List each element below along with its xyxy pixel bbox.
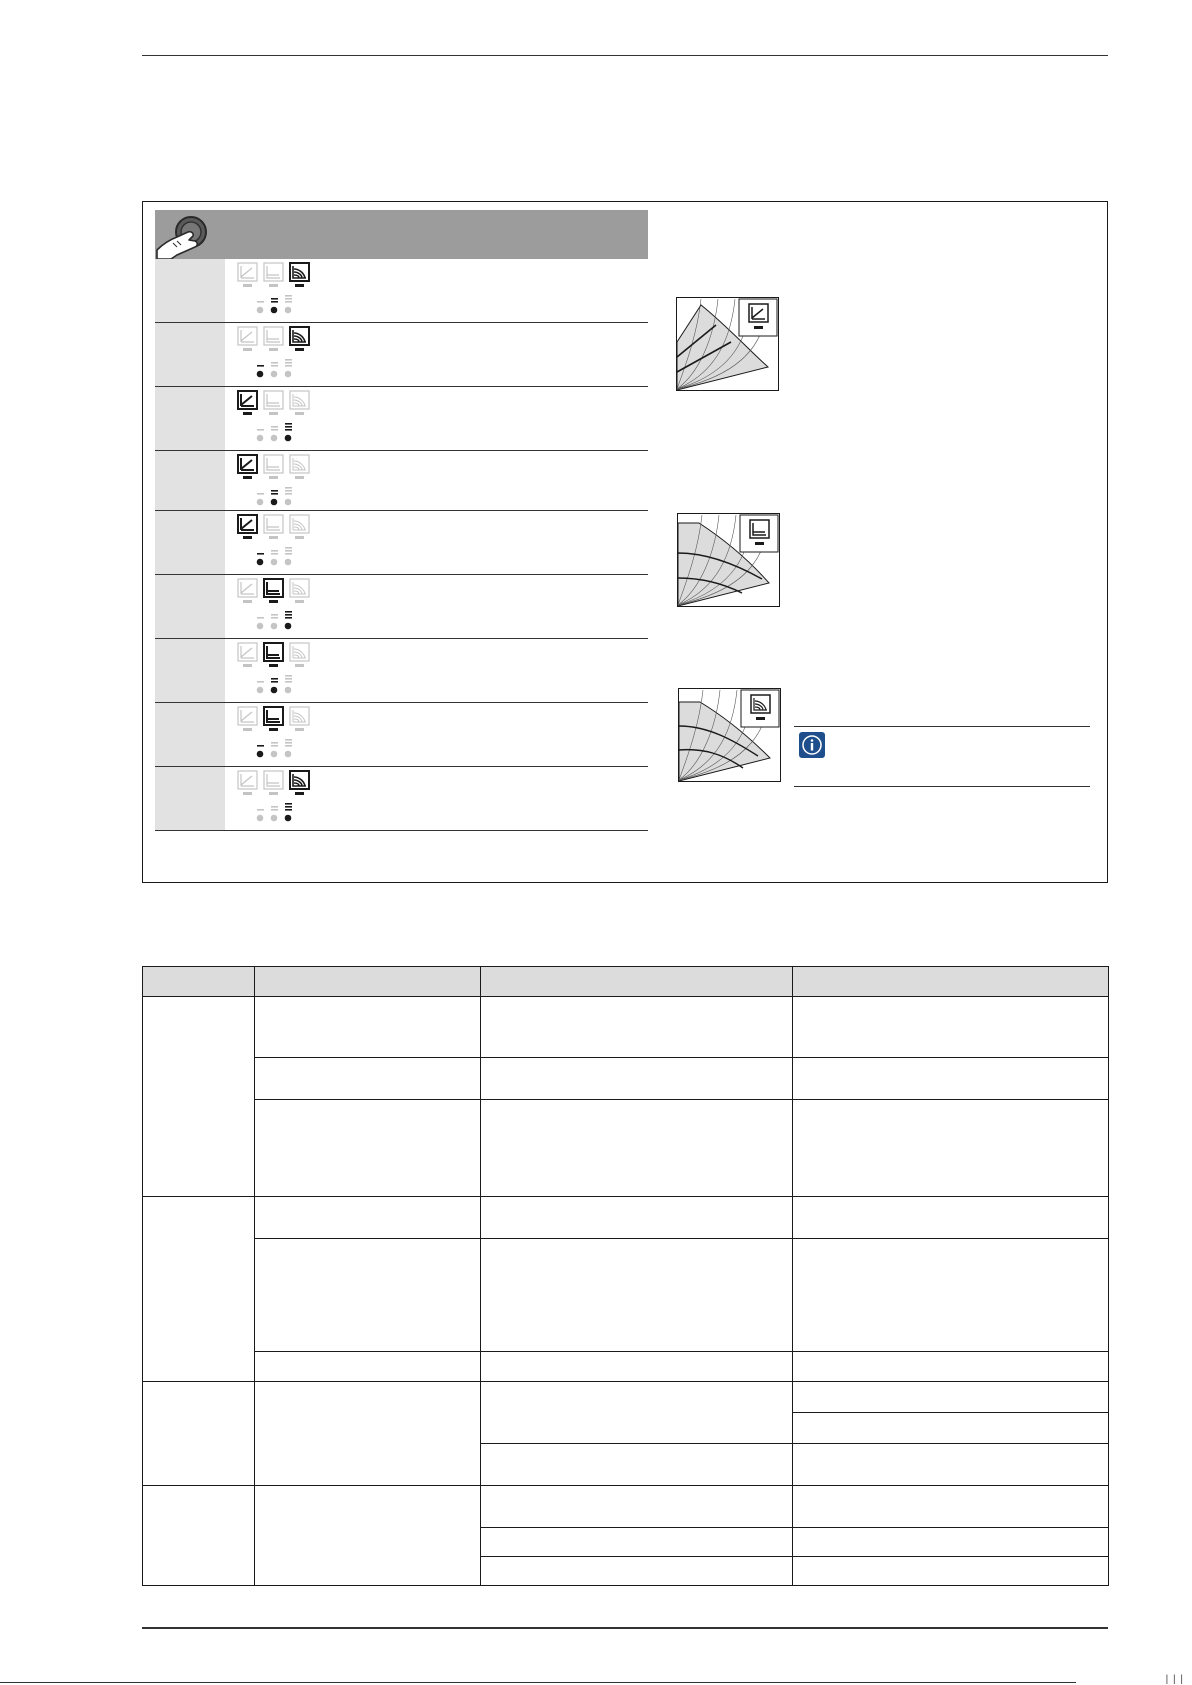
setting-row[interactable]	[155, 451, 648, 511]
table-row	[143, 1382, 1109, 1413]
mode-speed-indicator	[237, 514, 357, 570]
settings-grid	[155, 259, 648, 831]
table-cell	[793, 1239, 1109, 1352]
footer-marks: | | |	[1165, 1674, 1184, 1685]
setting-row[interactable]	[155, 511, 648, 575]
setting-row[interactable]	[155, 767, 648, 831]
variable-pressure-dp-v-icon	[238, 643, 257, 667]
table-cell	[793, 1528, 1109, 1557]
constant-speed-icon	[264, 643, 283, 667]
mode-speed-indicator	[237, 326, 357, 382]
constant-speed-icon	[264, 391, 283, 415]
footer-rule	[0, 1682, 1076, 1683]
constant-speed-icon	[264, 579, 283, 603]
variable-pressure-dp-v-icon	[238, 579, 257, 603]
pump-curve-diagram	[676, 297, 779, 391]
mode-speed-indicator	[237, 578, 357, 634]
table-cell	[481, 1557, 793, 1586]
table-cell	[143, 1197, 255, 1382]
constant-speed-icon	[264, 515, 283, 539]
speed-level-2-indicator	[271, 490, 278, 505]
table-row	[143, 1100, 1109, 1197]
table-cell	[481, 1352, 793, 1382]
table-cell	[143, 997, 255, 1197]
setting-label-cell	[155, 575, 225, 638]
table-cell	[255, 1197, 481, 1239]
table-cell	[793, 1413, 1109, 1444]
setting-row[interactable]	[155, 639, 648, 703]
table-header-cell	[793, 967, 1109, 997]
constant-pressure-dp-c-icon	[290, 515, 309, 539]
setting-row[interactable]	[155, 387, 648, 451]
constant-pressure-dp-c-icon	[290, 579, 309, 603]
table-cell	[255, 1352, 481, 1382]
table-cell	[255, 1100, 481, 1197]
table-cell	[481, 1528, 793, 1557]
setting-label-cell	[155, 767, 225, 830]
constant-speed-icon	[264, 327, 283, 351]
speed-level-2-indicator	[271, 806, 278, 821]
speed-level-2-indicator	[271, 678, 278, 693]
speed-level-3-indicator	[285, 547, 292, 565]
table-cell	[793, 997, 1109, 1058]
pump-curve-diagram	[677, 513, 780, 606]
table-cell	[793, 1058, 1109, 1100]
variable-pressure-dp-v-icon	[238, 391, 257, 415]
info-icon	[799, 732, 825, 758]
speed-level-3-indicator	[285, 295, 292, 313]
setting-row[interactable]	[155, 575, 648, 639]
table-cell	[143, 1382, 255, 1486]
constant-pressure-dp-c-icon	[290, 455, 309, 479]
speed-level-3-indicator	[285, 739, 292, 757]
pump-curve-diagram	[678, 688, 781, 781]
speed-level-1-indicator	[257, 493, 264, 505]
table-cell	[481, 1486, 793, 1528]
speed-level-3-indicator	[285, 675, 292, 693]
table-cell	[255, 1239, 481, 1352]
table-cell	[793, 1486, 1109, 1528]
top-rule	[142, 55, 1108, 56]
bottom-rule	[142, 1627, 1108, 1629]
data-table	[142, 966, 1109, 1586]
mode-speed-indicator	[237, 706, 357, 762]
constant-pressure-dp-c-icon	[290, 707, 309, 731]
speed-level-1-indicator	[257, 553, 264, 565]
table-header-cell	[481, 967, 793, 997]
speed-level-2-indicator	[271, 550, 278, 565]
constant-speed-icon	[264, 455, 283, 479]
setting-label-cell	[155, 639, 225, 702]
variable-pressure-dp-v-icon	[238, 327, 257, 351]
variable-pressure-dp-v-icon	[238, 771, 257, 795]
speed-level-1-indicator	[257, 809, 264, 821]
table-cell	[481, 1444, 793, 1486]
setting-label-cell	[155, 259, 225, 322]
table-cell	[793, 1100, 1109, 1197]
table-cell	[481, 1382, 793, 1444]
setting-row[interactable]	[155, 259, 648, 323]
mode-speed-indicator	[237, 454, 357, 510]
speed-level-3-indicator	[285, 359, 292, 377]
table-cell	[793, 1444, 1109, 1486]
table-header-cell	[255, 967, 481, 997]
setting-label-cell	[155, 703, 225, 766]
variable-pressure-dp-v-icon	[238, 455, 257, 479]
speed-level-3-indicator	[285, 611, 292, 629]
settings-header-bar	[155, 210, 648, 259]
constant-pressure-dp-c-icon	[290, 643, 309, 667]
setting-label-cell	[155, 323, 225, 386]
table-cell	[255, 1058, 481, 1100]
speed-level-3-indicator	[285, 803, 292, 821]
table-cell	[481, 1239, 793, 1352]
mode-speed-indicator	[237, 390, 357, 446]
speed-level-1-indicator	[257, 301, 264, 313]
table-cell	[481, 1197, 793, 1239]
table-row	[143, 1239, 1109, 1352]
table-cell	[481, 1100, 793, 1197]
variable-pressure-dp-v-icon	[238, 707, 257, 731]
mode-speed-indicator	[237, 262, 357, 318]
constant-pressure-dp-c-icon	[290, 771, 309, 795]
speed-level-2-indicator	[271, 426, 278, 441]
table-row	[143, 997, 1109, 1058]
speed-level-2-indicator	[271, 614, 278, 629]
speed-level-1-indicator	[257, 745, 264, 757]
speed-level-1-indicator	[257, 429, 264, 441]
table-cell	[481, 997, 793, 1058]
table-cell	[793, 1557, 1109, 1586]
table-row	[143, 1486, 1109, 1528]
table-cell	[793, 1352, 1109, 1382]
speed-level-3-indicator	[285, 487, 292, 505]
constant-pressure-dp-c-icon	[290, 263, 309, 287]
speed-level-2-indicator	[271, 298, 278, 313]
table-cell	[255, 1486, 481, 1586]
speed-level-2-indicator	[271, 742, 278, 757]
speed-level-2-indicator	[271, 362, 278, 377]
speed-level-1-indicator	[257, 365, 264, 377]
setting-row[interactable]	[155, 703, 648, 767]
table-header-row	[143, 967, 1109, 997]
constant-pressure-dp-c-icon	[290, 391, 309, 415]
variable-pressure-dp-v-icon	[238, 263, 257, 287]
constant-speed-icon	[264, 263, 283, 287]
constant-speed-icon	[264, 707, 283, 731]
table-header-cell	[143, 967, 255, 997]
variable-pressure-dp-v-icon	[238, 515, 257, 539]
table-cell	[481, 1058, 793, 1100]
speed-level-1-indicator	[257, 617, 264, 629]
note-top-rule	[794, 726, 1090, 727]
mode-speed-indicator	[237, 770, 357, 826]
speed-level-1-indicator	[257, 681, 264, 693]
setting-label-cell	[155, 387, 225, 450]
table-cell	[255, 1382, 481, 1486]
table-row	[143, 1058, 1109, 1100]
constant-speed-icon	[264, 771, 283, 795]
setting-label-cell	[155, 451, 225, 510]
setting-row[interactable]	[155, 323, 648, 387]
table-cell	[255, 997, 481, 1058]
table-row	[143, 1352, 1109, 1382]
table-cell	[143, 1486, 255, 1586]
mode-speed-indicator	[237, 642, 357, 698]
table-row	[143, 1197, 1109, 1239]
note-bottom-rule	[794, 786, 1090, 787]
setting-label-cell	[155, 511, 225, 574]
operating-button-icon	[155, 210, 215, 259]
constant-pressure-dp-c-icon	[290, 327, 309, 351]
speed-level-3-indicator	[285, 423, 292, 441]
table-cell	[793, 1382, 1109, 1413]
table-cell	[793, 1197, 1109, 1239]
